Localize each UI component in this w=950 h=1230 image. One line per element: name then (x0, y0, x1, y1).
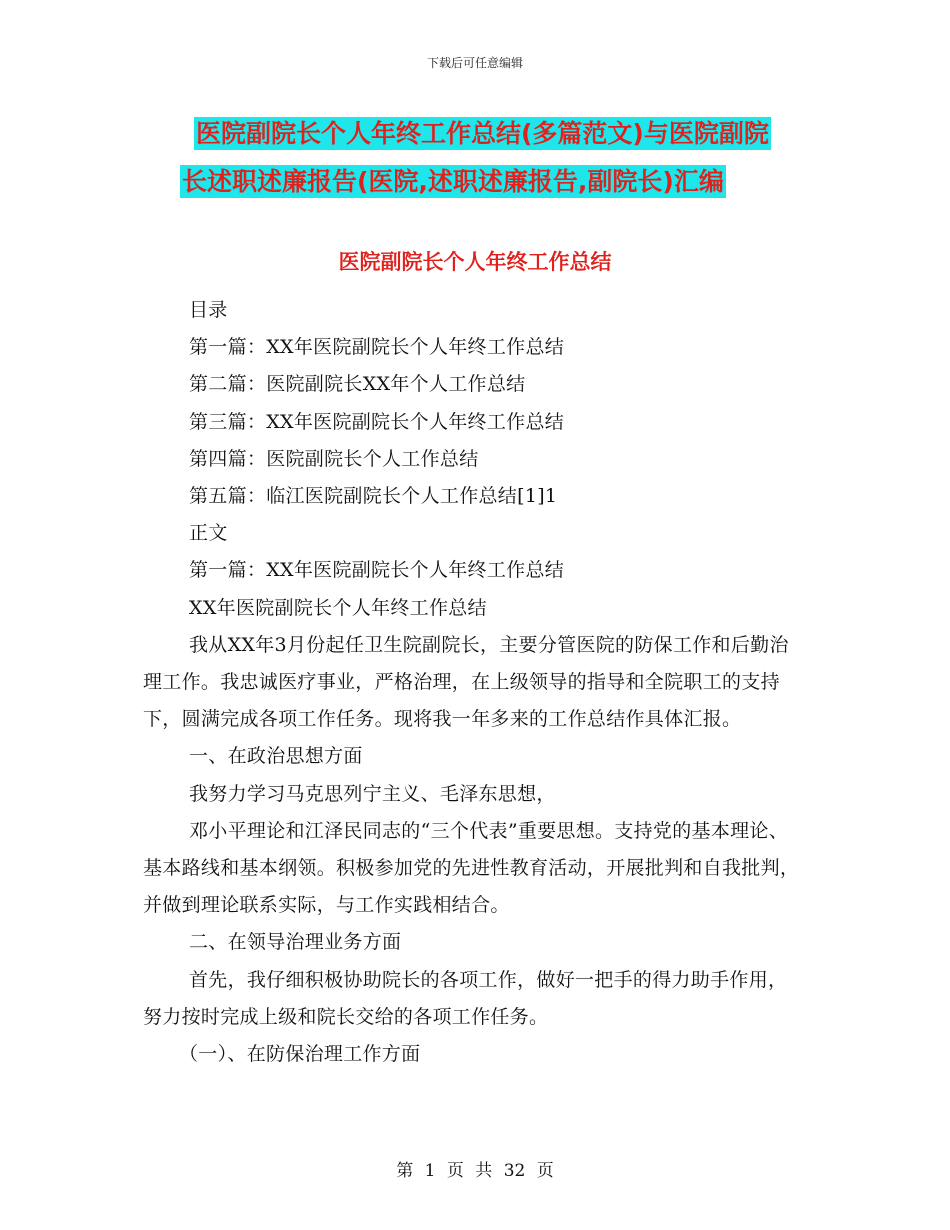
toc-heading: 目录 (189, 299, 228, 321)
paragraph: 首先，我仔细积极协助院长的各项工作，做好一把手的得力助手作用，努力按时完成上级和院长交给的各项工作任务。 (143, 968, 788, 1028)
paragraph: 我努力学习马克思列宁主义、毛泽东思想， (189, 782, 556, 805)
toc-item: 第四篇：医院副院长个人工作总结 (189, 447, 479, 470)
part-title: 第一篇：XX年医院副院长个人年终工作总结 (189, 559, 565, 582)
document-title-line1: 医院副院长个人年终工作总结(多篇范文)与医院副院 (196, 119, 769, 148)
toc-item: 第一篇：XX年医院副院长个人年终工作总结 (189, 336, 565, 359)
document-title (180, 110, 820, 206)
toc-item: 第五篇：临江医院副院长个人工作总结[1]1 (189, 485, 558, 508)
subsection-heading: （一）、在防保治理工作方面 (179, 1043, 421, 1066)
document-body (143, 292, 803, 1073)
paragraph: 我从XX年3月份起任卫生院副院长，主要分管医院的防保工作和后勤治理工作。我忠诚医疗事业，严格治理，在上级领导的指导和全院职工的支持下，圆满完成各项工作任务。现将我一年多来的工作总结作具体汇报。 (143, 633, 789, 731)
section-heading: 二、在领导治理业务方面 (189, 931, 402, 954)
header-note: 下载后可任意编辑 (426, 56, 523, 70)
section-heading: 一、在政治思想方面 (189, 745, 363, 768)
toc-item: 第三篇：XX年医院副院长个人年终工作总结 (189, 410, 565, 433)
section-title: 医院副院长个人年终工作总结 (338, 250, 612, 274)
body-label: 正文 (189, 522, 228, 545)
subtitle: XX年医院副院长个人年终工作总结 (189, 596, 487, 619)
document-title-line2: 长述职述廉报告(医院,述职述廉报告,副院长)汇编 (182, 167, 724, 196)
page-footer: 第 1 页 共 32 页 (396, 1161, 554, 1181)
toc-item: 第二篇：医院副院长XX年个人工作总结 (189, 373, 526, 396)
paragraph: 邓小平理论和江泽民同志的“三个代表”重要思想。支持党的基本理论、基本路线和基本纲领。积极参加党的先进性教育活动，开展批判和自我批判，并做到理论联系实际，与工作实践相结合。 (143, 819, 800, 917)
